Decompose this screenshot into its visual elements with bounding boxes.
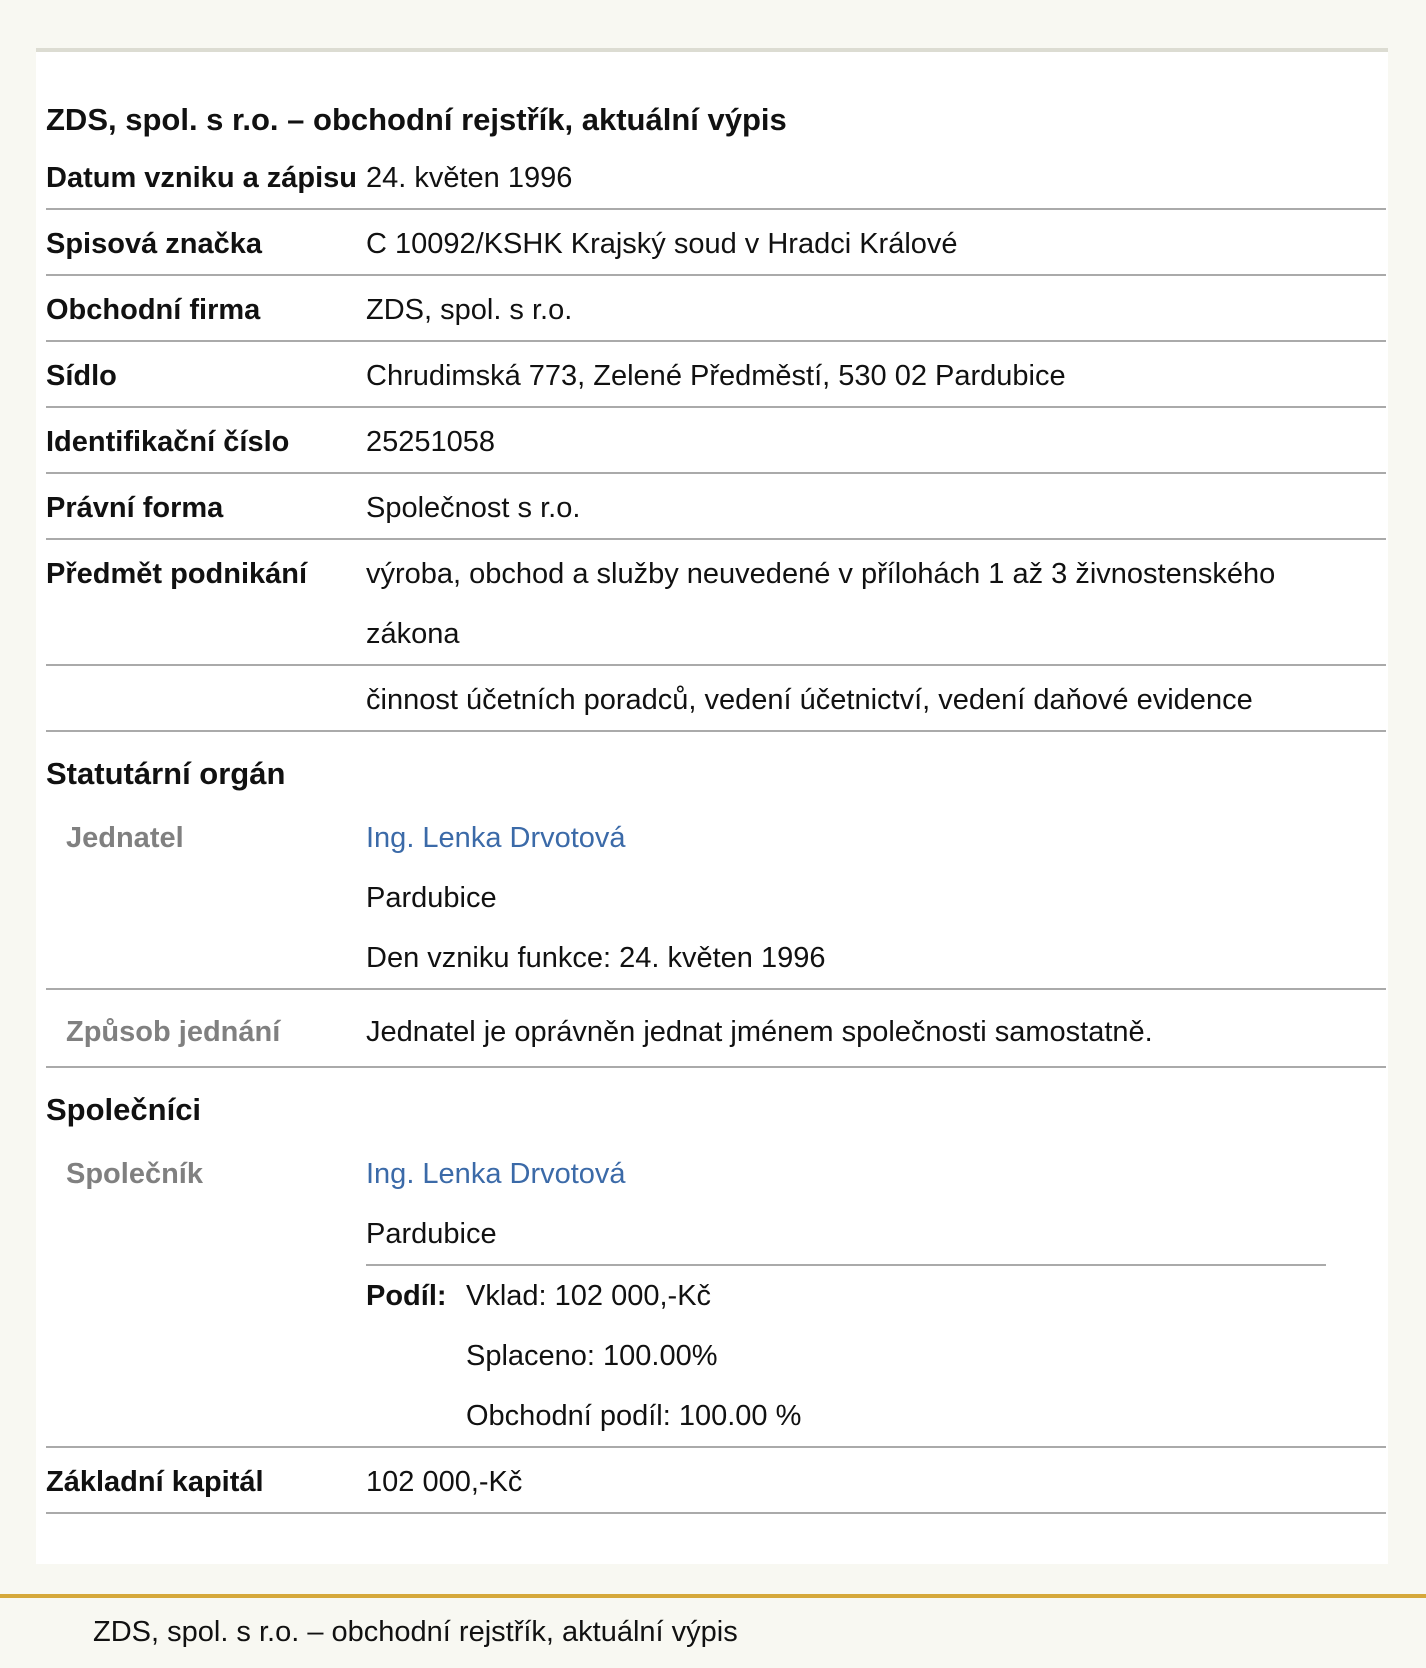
person-city: Pardubice [366,882,497,914]
row-label: Identifikační číslo [46,426,290,458]
section-heading-spolecnici: Společníci [46,1092,202,1127]
row-jednatel [46,804,1386,990]
register-content [46,96,1386,1514]
row-sidlo [46,342,1386,408]
function-since: Den vzniku funkce: 24. květen 1996 [366,942,826,974]
row-label: Datum vzniku a zápisu [46,162,358,194]
row-label [46,666,366,730]
row-pravni-forma [46,474,1386,540]
row-value: ZDS, spol. s r.o. [366,294,573,326]
row-value: činnost účetních poradců, vedení účetnictví, vedení daňové evidence [366,684,1253,716]
person-city: Pardubice [366,1218,497,1250]
row-value: 25251058 [366,426,496,458]
row-value: Společnost s r.o. [366,492,581,524]
podil-label: Podíl: [366,1280,447,1312]
footer-title: ZDS, spol. s r.o. – obchodní rejstřík, aktuální výpis [93,1616,738,1648]
row-zakladni-kapital [46,1448,1386,1514]
footer-divider [0,1594,1426,1598]
section-heading-statutarni: Statutární orgán [46,756,286,791]
row-value [366,804,1386,988]
row-predmet-podnikani [46,540,1386,666]
row-label: Sídlo [46,360,117,392]
splaceno-value: Splaceno: 100.00% [466,1340,718,1372]
row-value: 102 000,-Kč [366,1466,523,1498]
row-value: výroba, obchod a služby neuvedené v přílohách 1 až 3 živnostenského zákona [366,558,1276,650]
page-title: ZDS, spol. s r.o. – obchodní rejstřík, aktuální výpis [46,102,787,137]
row-label: Předmět podnikání [46,558,308,590]
person-link[interactable]: Ing. Lenka Drvotová [366,1158,626,1190]
row-label: Spisová značka [46,228,262,260]
row-label: Jednatel [66,822,184,854]
row-label: Obchodní firma [46,294,261,326]
row-value: 24. květen 1996 [366,162,573,194]
person-link[interactable]: Ing. Lenka Drvotová [366,822,626,854]
row-value: Chrudimská 773, Zelené Předměstí, 530 02 Pardubice [366,360,1066,392]
row-spolecnik [46,1140,1386,1448]
row-zpusob-jednani [46,990,1386,1068]
podil-block [366,1266,1356,1446]
row-value: Jednatel je oprávněn jednat jménem společnosti samostatně. [366,1016,1153,1048]
row-value [366,1140,1386,1446]
row-value: C 10092/KSHK Krajský soud v Hradci Králové [366,228,958,260]
obchodni-podil-value: Obchodní podíl: 100.00 % [466,1400,802,1432]
row-label: Základní kapitál [46,1466,264,1498]
row-predmet-podnikani-2 [46,666,1386,732]
vklad-value: Vklad: 102 000,-Kč [466,1280,712,1312]
register-card [36,48,1388,1564]
row-datum-vzniku [46,144,1386,210]
row-spisova-znacka [46,210,1386,276]
row-label: Právní forma [46,492,224,524]
row-label: Způsob jednání [66,1016,281,1048]
podil-values [466,1266,801,1446]
row-obchodni-firma [46,276,1386,342]
row-identifikacni-cislo [46,408,1386,474]
row-label: Společník [66,1158,203,1190]
